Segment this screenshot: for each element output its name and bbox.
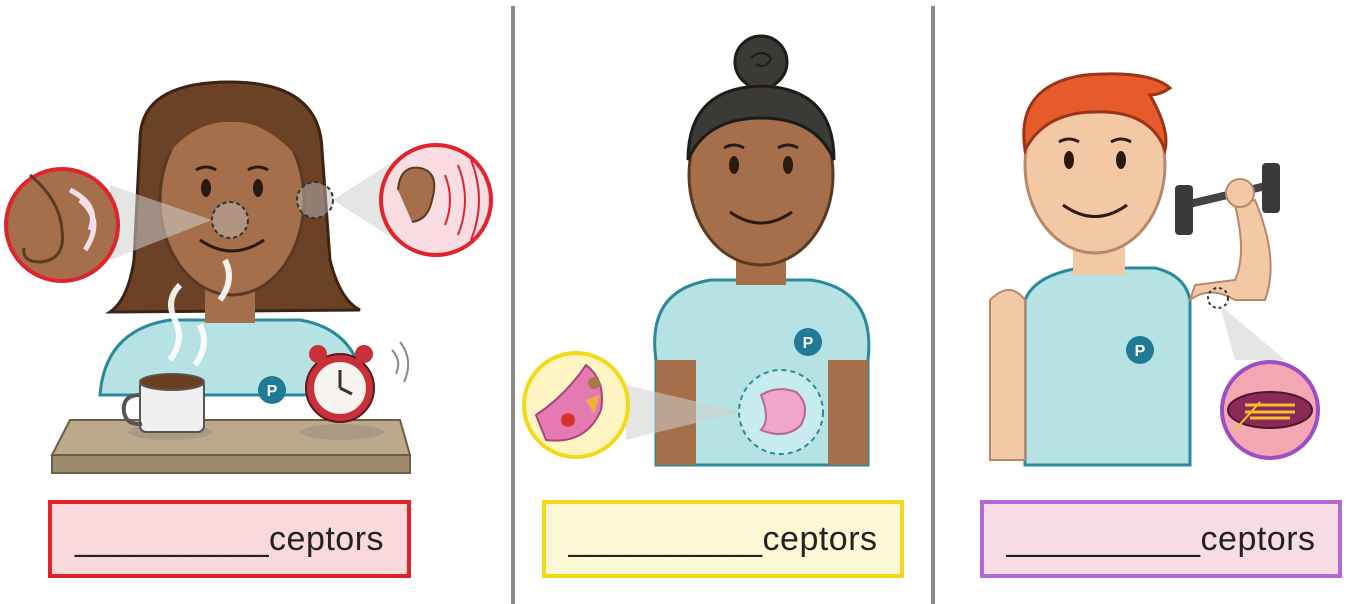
stomach-icon bbox=[739, 370, 823, 454]
panel-interoceptors bbox=[516, 0, 930, 604]
label-text: __________ceptors bbox=[1006, 519, 1316, 558]
divider bbox=[511, 6, 515, 604]
label-text: __________ceptors bbox=[568, 519, 878, 558]
panel-proprioceptors bbox=[935, 0, 1346, 604]
pearson-logo-icon bbox=[258, 376, 286, 404]
answer-box-interoceptors[interactable] bbox=[542, 500, 904, 578]
nose-icon bbox=[6, 169, 118, 281]
label-text: __________ceptors bbox=[74, 519, 385, 558]
woman-senses-illustration bbox=[0, 0, 512, 490]
answer-box-proprioceptors[interactable] bbox=[980, 500, 1342, 578]
svg-text:P: P bbox=[1134, 343, 1146, 360]
pearson-logo-icon bbox=[1126, 336, 1154, 364]
man-dumbbell-illustration bbox=[935, 0, 1346, 490]
ear-icon bbox=[381, 145, 491, 255]
svg-text:P: P bbox=[266, 383, 278, 400]
muscle-spindle-icon bbox=[1222, 362, 1318, 458]
pearson-logo-icon bbox=[794, 328, 822, 356]
digestion-food-icon bbox=[524, 353, 628, 457]
panel-exteroceptors bbox=[0, 0, 512, 604]
svg-text:P: P bbox=[802, 335, 814, 352]
woman-stomach-illustration bbox=[516, 0, 930, 490]
answer-box-exteroceptors[interactable] bbox=[48, 500, 411, 578]
